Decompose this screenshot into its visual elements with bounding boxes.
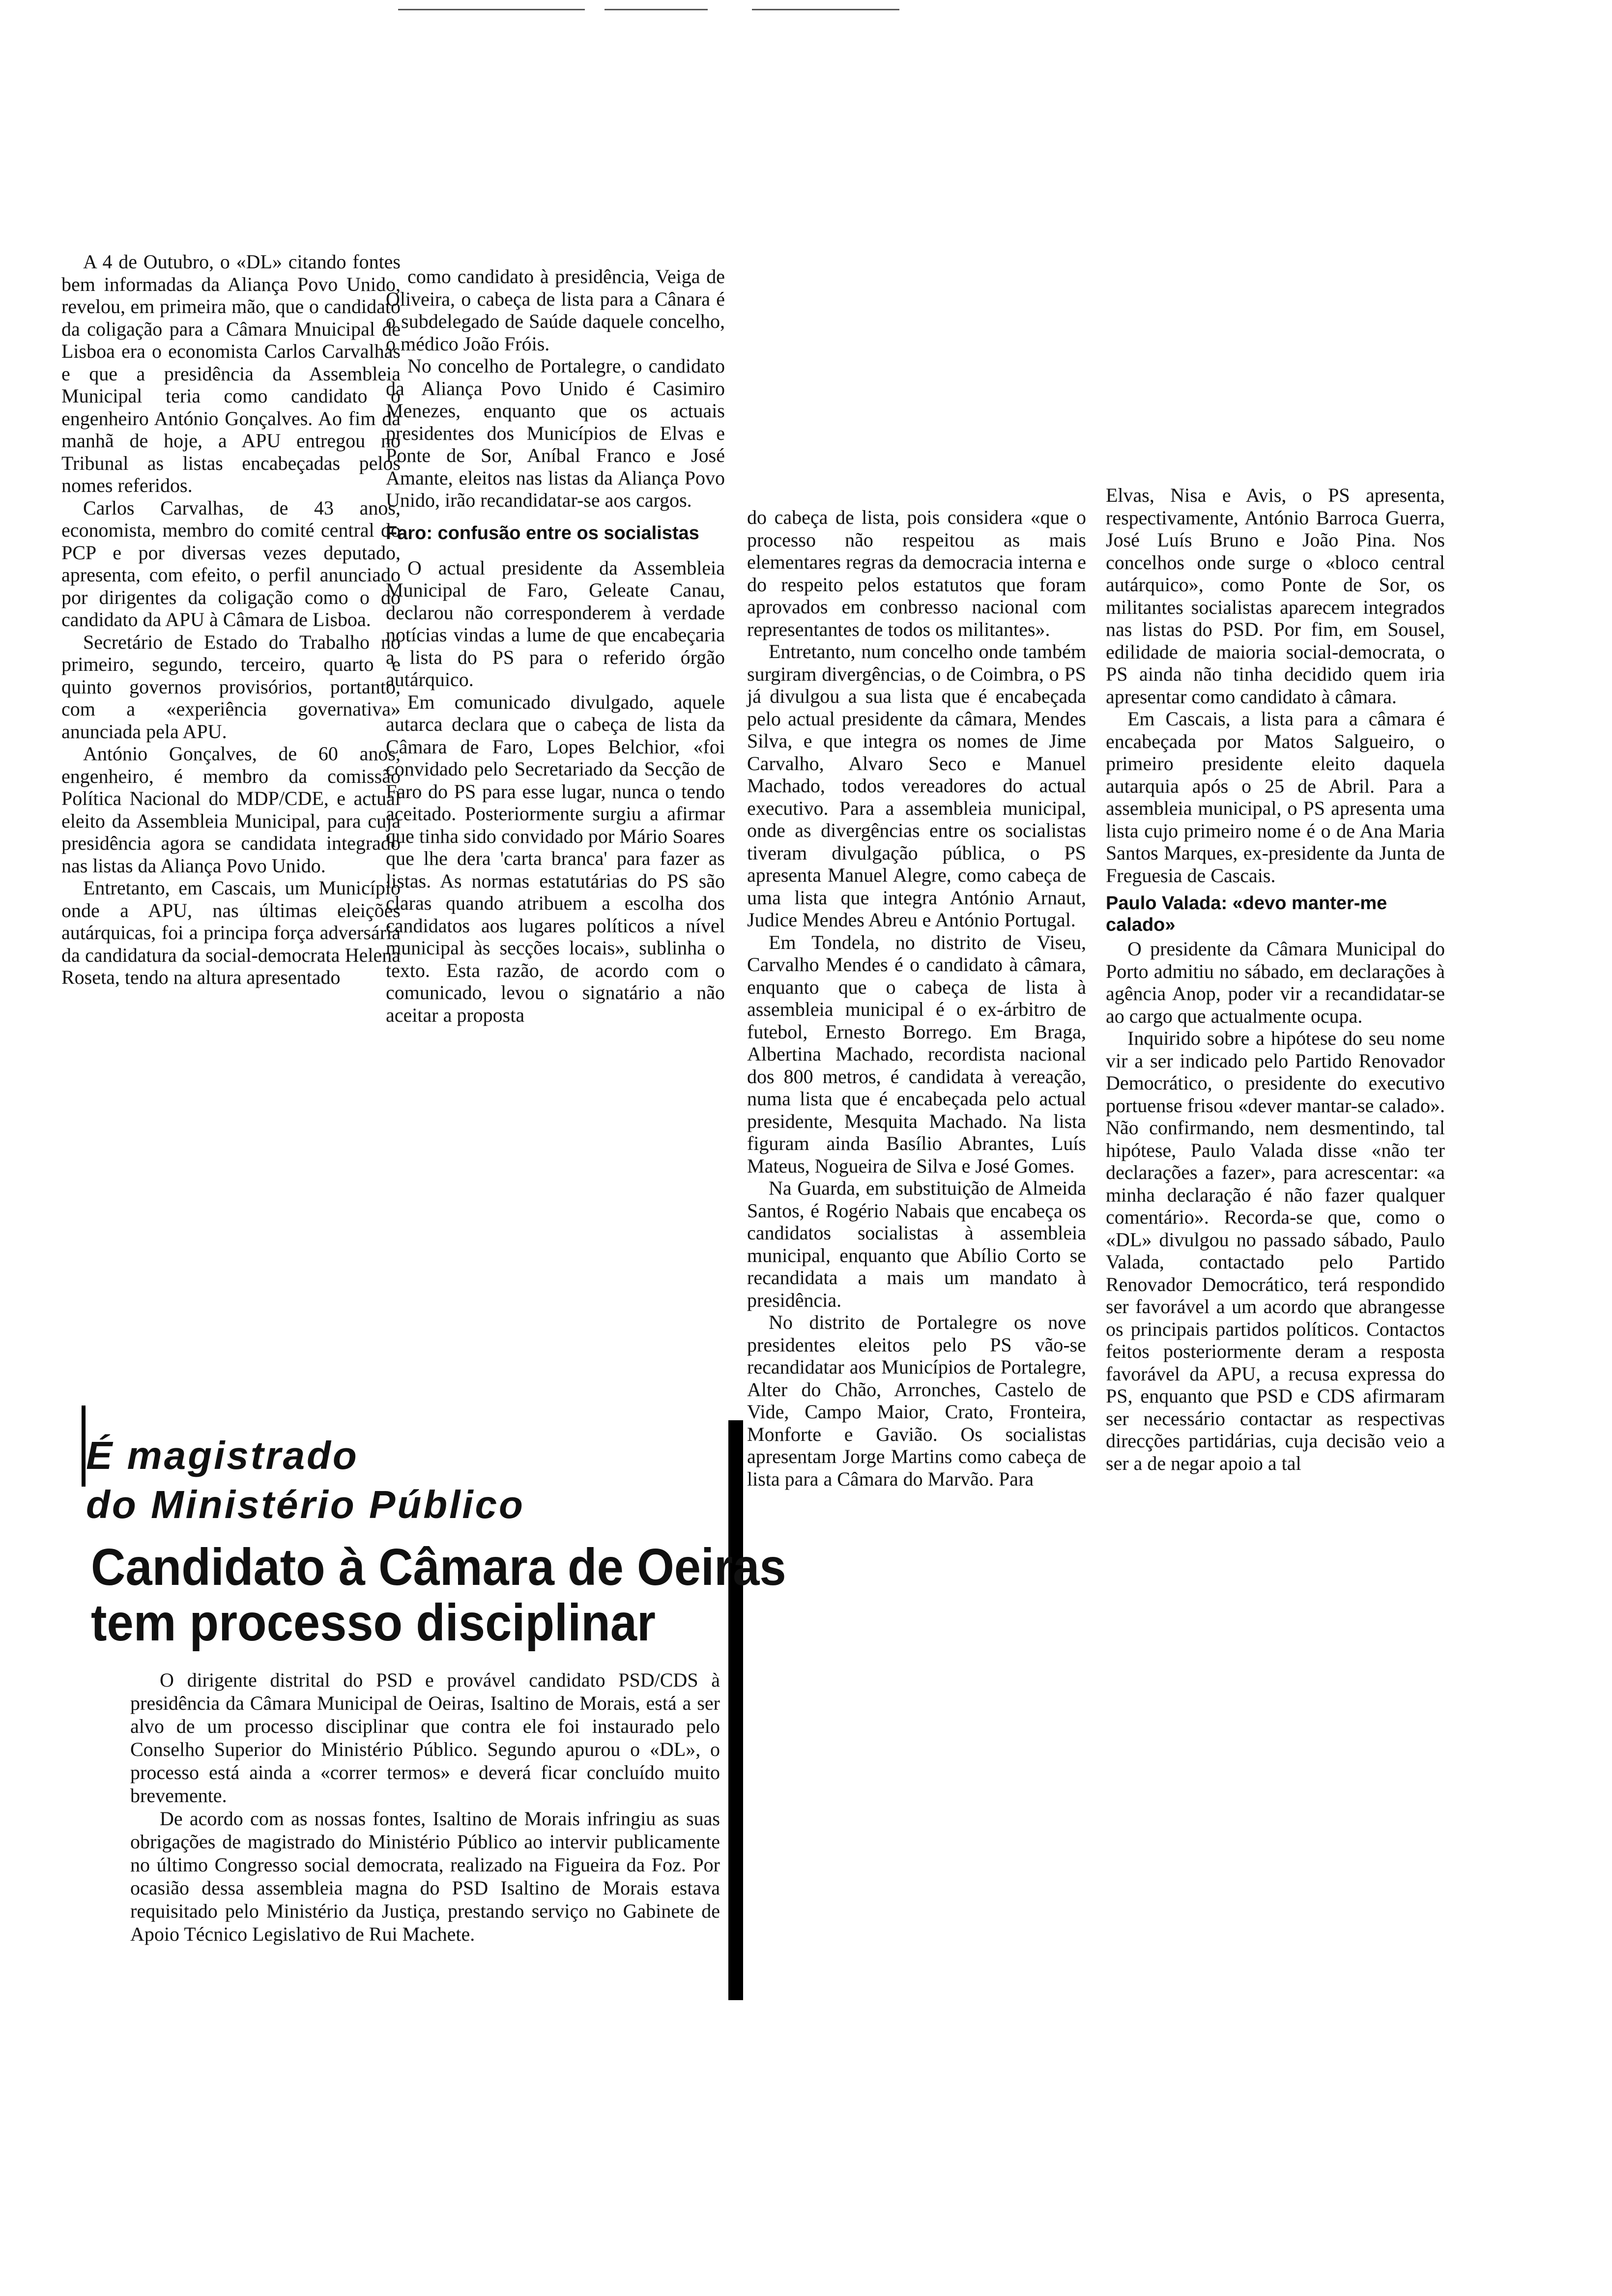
column-4-paragraph: Elvas, Nisa e Avis, o PS apresenta, respectivamente, António Barroca Guerra, José Luís Bruno e João Pina. Nos concelhos onde surge o «bloco central autárquico», como Ponte de Sor, os militantes socialistas aparecem integrados nas listas do PSD. Por fim, em Sousel, edilidade de maioria social-democrata, o PS ainda não tinha decidido quem iria apresentar como candidato à câmara. bbox=[1106, 484, 1445, 708]
story-kicker-line-2: do Ministério Público bbox=[86, 1483, 525, 1526]
column-1 bbox=[61, 251, 401, 989]
column-3 bbox=[747, 506, 1086, 1490]
subhead-paulo-valada: Paulo Valada: «devo manter-me calado» bbox=[1106, 893, 1387, 935]
column-4-paragraph: O presidente da Câmara Municipal do Porto admitiu no sábado, em declarações à agência Anop, poder vir a recandidatar-se ao cargo que actualmente ocupa. bbox=[1106, 938, 1445, 1027]
column-2 bbox=[386, 265, 725, 1026]
story-kicker-line-1: É magistrado bbox=[86, 1434, 359, 1477]
column-3-paragraph: Na Guarda, em substituição de Almeida Santos, é Rogério Nabais que encabeça os candidatos socialistas à assembleia municipal, enquanto que Abílio Corto se recandidata a mais um mandato à presidência. bbox=[747, 1177, 1086, 1311]
column-3-paragraph: do cabeça de lista, pois considera «que o processo não respeitou as mais elementares regras da democracia interna e do respeito pelos estatutos que foram aprovados em conbresso nacional com representantes de todos os militantes». bbox=[747, 506, 1086, 640]
column-4-paragraph: Em Cascais, a lista para a câmara é encabeçada por Matos Salgueiro, o primeiro presidente eleito daquela autarquia após o 25 de Abril. Para a assembleia municipal, o PS apresenta uma lista cujo primeiro nome é o de Ana Maria Santos Marques, ex-presidente da Junta de Freguesia de Cascais. bbox=[1106, 708, 1445, 887]
column-3-paragraph: No distrito de Portalegre os nove presidentes eleitos pelo PS vão-se recandidatar aos Municípios de Portalegre, Alter do Chão, Arronches, Castelo de Vide, Campo Maior, Crato, Fronteira, Monforte e Gavião. Os socialistas apresentam Jorge Martins como cabeça de lista para a Câmara do Marvão. Para bbox=[747, 1311, 1086, 1490]
story-paragraph: De acordo com as nossas fontes, Isaltino de Morais infringiu as suas obrigações de magistrado do Ministério Público ao intervir publicamente no último Congresso social democrata, realizado na Figueira da Foz. Por ocasião dessa assembleia magna do PSD Isaltino de Morais estava requisitado pelo Ministério da Justiça, prestando serviço no Gabinete de Apoio Técnico Legislativo de Rui Machete. bbox=[130, 1808, 720, 1945]
column-1-paragraph: Entretanto, em Cascais, um Município onde a APU, nas últimas eleições autárquicas, foi a principa força adversária da candidatura da social-democrata Helena Roseta, tendo na altura apresentado bbox=[61, 877, 401, 988]
column-1-paragraph: Secretário de Estado do Trabalho no primeiro, segundo, terceiro, quarto e quinto governos provisórios, portanto, com a «experiência governativa» anunciada pela APU. bbox=[61, 631, 401, 743]
story-box-left-rule bbox=[82, 1406, 86, 1487]
story-body bbox=[130, 1668, 720, 1946]
story-headline-line-1: Candidato à Câmara de Oeiras bbox=[91, 1538, 786, 1596]
column-2-paragraph: O actual presidente da Assembleia Municipal de Faro, Geleate Canau, declarou não corresponderem à verdade notícias vindas a lume de que encabeçaria a lista do PS para o referido órgão autárquico. bbox=[386, 556, 725, 690]
top-rule bbox=[398, 9, 585, 10]
column-4-paragraph: Inquirido sobre a hipótese do seu nome vir a ser indicado pelo Partido Renovador Democrático, o presidente do executivo portuense frisou «dever mantar-se calado». Não confirmando, nem desmentindo, tal hipótese, Paulo Valada disse «não ter declarações a fazer», para acrescentar: «a minha declaração é não fazer qualquer comentário». Recorda-se que, como o «DL» divulgou no passado sábado, Paulo Valada, contactado pelo Partido Renovador Democrático, terá respondido ser favorável a um acordo que abrangesse os principais partidos políticos. Contactos feitos posteriormente deram a resposta favorável da APU, a recusa expressa do PS, enquanto que PSD e CDS afirmaram ser necessário contactar as respectivas direcções partidárias, cuja decisão veio a ser a de negar apoio a tal bbox=[1106, 1027, 1445, 1474]
column-1-paragraph: A 4 de Outubro, o «DL» citando fontes bem informadas da Aliança Povo Unido, revelou, em primeira mão, que o candidato da coligação para a Câmara Mnuicipal de Lisboa era o economista Carlos Carvalhas e que a presidência da Assembleia Municipal teria como candidato o engenheiro António Gonçalves. Ao fim da manhã de hoje, a APU entregou no Tribunal as listas encabeçadas pelos nomes referidos. bbox=[61, 251, 401, 496]
column-1-paragraph: Carlos Carvalhas, de 43 anos, economista, membro do comité central do PCP e por diversas vezes deputado, apresenta, com efeito, o perfil anunciado por dirigentes da coligação como o do candidato da APU à Câmara de Lisboa. bbox=[61, 496, 401, 631]
column-2-paragraph: como candidato à presidência, Veiga de Oliveira, o cabeça de lista para a Cânara é o subdelegado de Saúde daquele concelho, o médico João Fróis. bbox=[386, 265, 725, 355]
story-paragraph: O dirigente distrital do PSD e provável candidato PSD/CDS à presidência da Câmara Municipal de Oeiras, Isaltino de Morais, está a ser alvo de um processo disciplinar que contra ele foi instaurado pelo Conselho Superior do Ministério Público. Segundo apurou o «DL», o processo está ainda a «correr termos» e deverá ficar concluído muito brevemente. bbox=[130, 1669, 720, 1807]
top-rule bbox=[604, 9, 708, 10]
subhead-faro: Faro: confusão entre os socialistas bbox=[386, 522, 699, 544]
story-headline-line-2: tem processo disciplinar bbox=[91, 1594, 656, 1652]
column-2-paragraph: No concelho de Portalegre, o candidato da Aliança Povo Unido é Casimiro Menezes, enquanto que os actuais presidentes dos Municípios de Elvas e Ponte de Sor, Aníbal Franco e José Amante, eleitos nas listas da Aliança Povo Unido, irão recandidatar-se aos cargos. bbox=[386, 355, 725, 511]
column-4 bbox=[1106, 484, 1445, 1474]
column-3-paragraph: Em Tondela, no distrito de Viseu, Carvalho Mendes é o candidato à câmara, enquanto que o cabeça de lista à assembleia municipal é o ex-árbitro de futebol, Ernesto Borrego. Em Braga, Albertina Machado, recordista nacional dos 800 metros, é candidata à vereação, numa lista que é encabeçada pelo actual presidente, Mesquita Machado. Na lista figuram ainda Basílio Abrantes, Luís Mateus, Nogueira de Silva e José Gomes. bbox=[747, 931, 1086, 1177]
column-2-paragraph: Em comunicado divulgado, aquele autarca declara que o cabeça de lista da Câmara de Faro, Lopes Belchior, «foi convidado pelo Secretariado da Secção de Faro do PS para esse lugar, nunca o tendo aceitado. Posteriormente surgiu a afirmar que tinha sido convidado por Mário Soares que lhe dera 'carta branca' para fazer as listas. As normas estatutárias do PS são claras quando atribuem a escolha dos candidatos aos lugares políticos a nível municipal às secções locais», sublinha o texto. Esta razão, de acordo com o comunicado, levou o signatário a não aceitar a proposta bbox=[386, 690, 725, 1026]
column-3-paragraph: Entretanto, num concelho onde também surgiram divergências, o de Coimbra, o PS já divulgou a sua lista que é encabeçada pelo actual presidente da câmara, Mendes Silva, e que integra os nomes de Jime Carvalho, Alvaro Seco e Manuel Machado, todos vereadores do actual executivo. Para a assembleia municipal, onde as divergências entre os socialistas tiveram divulgação pública, o PS apresenta Manuel Alegre, como cabeça de uma lista que integra António Arnaut, Judice Mendes Abreu e António Portugal. bbox=[747, 640, 1086, 931]
column-1-paragraph: António Gonçalves, de 60 anos, engenheiro, é membro da comissão Política Nacional do MDP/CDE, e actual eleito da Assembleia Municipal, para cuja presidência agora se candidata integrado nas listas da Aliança Povo Unido. bbox=[61, 743, 401, 877]
story-box-right-rule bbox=[728, 1420, 743, 2000]
top-rule bbox=[752, 9, 899, 10]
